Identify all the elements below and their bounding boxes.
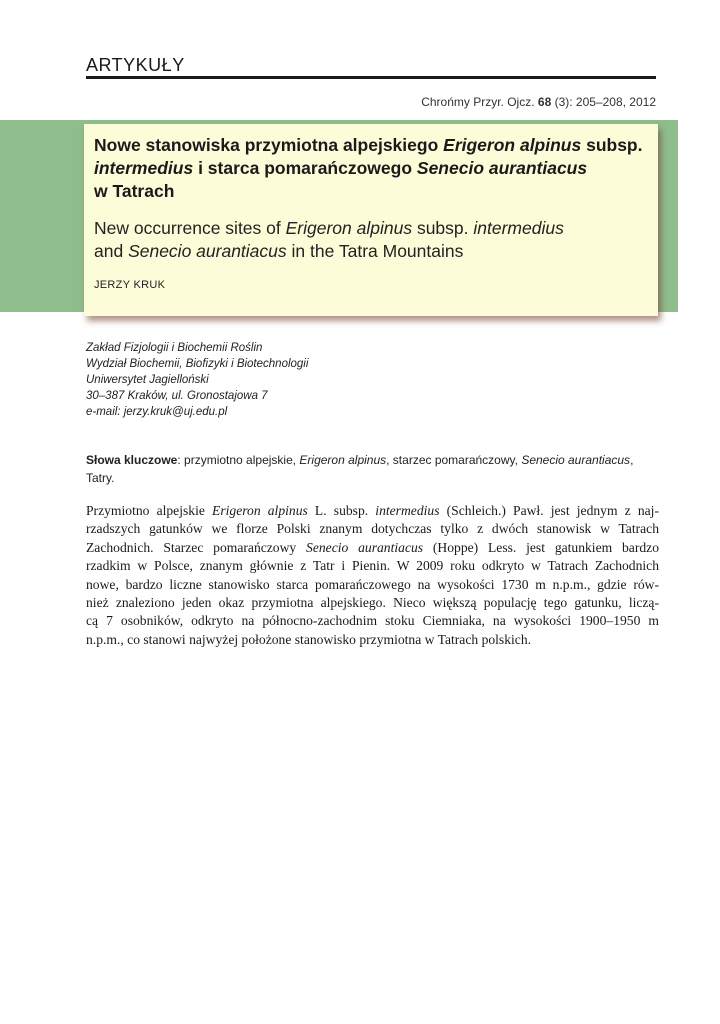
keywords-text: : przymiotno alpejskie, — [177, 453, 300, 467]
affiliation-email: e-mail: jerzy.kruk@uj.edu.pl — [86, 406, 228, 418]
title-pl-part: i starca pomarańczowego — [193, 158, 417, 178]
title-en-taxon: Senecio aurantiacus — [128, 241, 287, 261]
abstract-line: n.p.m., co stanowi najwyżej położone stanowisko przymiotna w Tatrach polskich. — [86, 631, 532, 647]
affiliation-line: Wydział Biochemii, Biofizyki i Biotechnologii — [86, 358, 309, 370]
title-pl-part: subsp. — [581, 135, 643, 155]
title-pl-part: Nowe stanowiska przymiotna alpejskiego — [94, 135, 444, 155]
keyword-taxon: Senecio aurantiacus — [521, 453, 631, 467]
author-name: JERZY KRUK — [94, 279, 166, 291]
title-english — [94, 217, 648, 263]
title-en-taxon: intermedius — [473, 218, 564, 238]
abstract-line: nież znaleziono jeden okaz przymiotna alpejskiego. Nieco większą populację tego gatunku, liczą- — [86, 595, 659, 611]
journal-issue-pages: (3): 205–208, 2012 — [551, 95, 656, 109]
abstract-taxon: Senecio aurantiacus — [306, 539, 424, 555]
abstract-line — [86, 502, 659, 520]
keywords-label: Słowa kluczowe — [86, 453, 178, 467]
keywords-text: , starzec pomarańczowy, — [386, 453, 522, 467]
title-en-part: in the Tatra Mountains — [286, 241, 464, 261]
title-en-part: New occurrence sites of — [94, 218, 286, 238]
abstract-text: (Schleich.) Pawł. jest jednym z naj- — [439, 503, 659, 518]
abstract-line: rzadszych gatunków we florze Polski znanym dotychczas tylko z dwóch stanowisk w Tatrach — [86, 521, 659, 537]
keywords — [86, 451, 661, 487]
title-polish — [94, 134, 648, 203]
abstract-line: nowe, bardzo liczne stanowisko starca pomarańczowego na wysokości 1730 m n.p.m., gdzie rów- — [86, 576, 659, 592]
title-en-part: subsp. — [412, 218, 474, 238]
section-label: ARTYKUŁY — [86, 55, 185, 75]
abstract-line — [86, 539, 659, 557]
abstract-taxon: Erigeron alpinus — [212, 503, 308, 518]
abstract-text: Przymiotno alpejskie — [86, 503, 213, 518]
title-en-taxon: Erigeron alpinus — [285, 218, 413, 238]
abstract-text: L. subsp. — [307, 503, 376, 518]
title-pl-taxon: Senecio aurantiacus — [416, 158, 588, 178]
keyword-taxon: Erigeron alpinus — [299, 453, 387, 467]
title-box — [84, 124, 658, 316]
affiliation-line: Zakład Fizjologii i Biochemii Roślin — [86, 342, 263, 354]
abstract — [86, 502, 659, 649]
affiliation-line: Uniwersytet Jagielloński — [86, 374, 209, 386]
journal-name: Chrońmy Przyr. Ojcz. — [421, 95, 538, 109]
title-pl-taxon: intermedius — [94, 158, 194, 178]
abstract-text: Zachodnich. Starzec pomarańczowy — [86, 539, 307, 555]
abstract-line: rzadkim w Polsce, znanym głównie z Tatr i Pienin. W 2009 roku odkryto w Tatrach Zachodnich — [86, 558, 659, 574]
affiliation-line: 30–387 Kraków, ul. Gronostajowa 7 — [86, 390, 268, 402]
journal-citation — [421, 95, 656, 109]
abstract-text: (Hoppe) Less. jest gatunkiem bardzo — [423, 539, 659, 555]
title-pl-taxon: Erigeron alpinus — [443, 135, 582, 155]
abstract-line: cą 7 osobników, odkryto na północno-zachodnim stoku Ciemniaka, na wysokości 1900–1950 m — [86, 613, 659, 629]
keywords-text: , Tatry. — [86, 453, 634, 485]
title-en-part: and — [94, 241, 129, 261]
journal-volume: 68 — [537, 95, 552, 109]
affiliation — [86, 340, 308, 420]
section-rule — [86, 76, 656, 79]
title-pl-part: w Tatrach — [94, 181, 175, 201]
abstract-taxon: intermedius — [375, 503, 440, 518]
